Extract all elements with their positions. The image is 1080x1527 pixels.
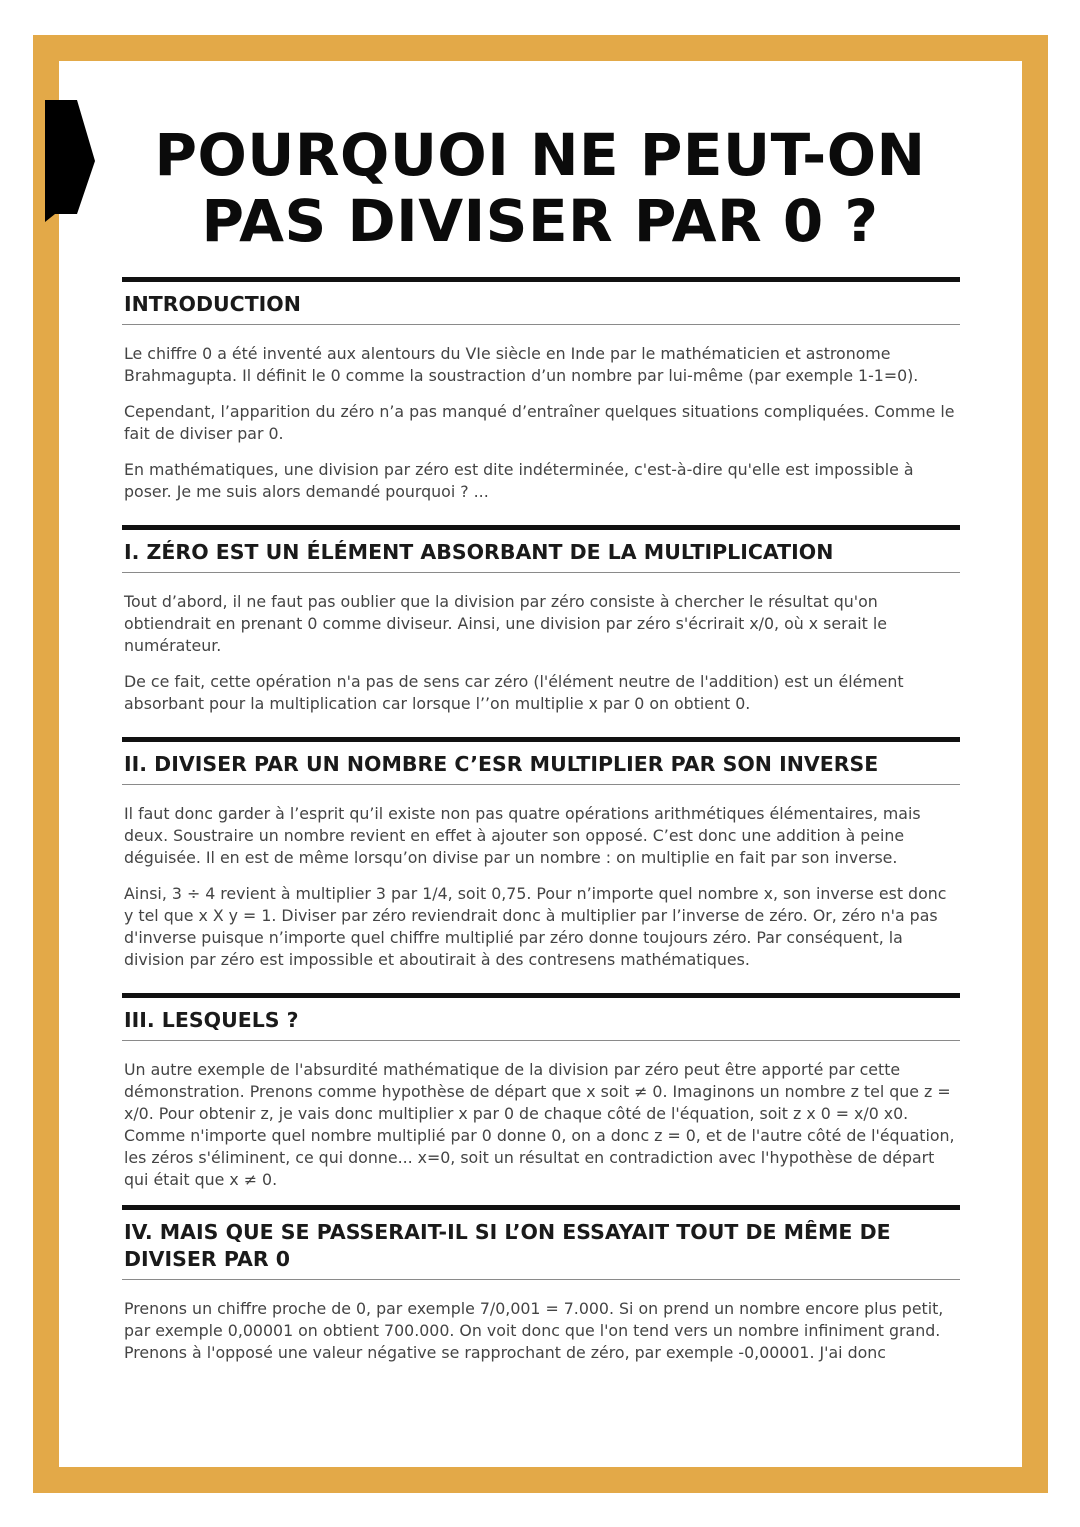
- section-divider: [122, 324, 960, 325]
- page-title: [120, 122, 960, 254]
- title-line-2: PAS DIVISER PAR 0 ?: [201, 187, 879, 255]
- title-line-1: POURQUOI NE PEUT-ON: [154, 121, 926, 189]
- paragraph: Il faut donc garder à l’esprit qu’il existe non pas quatre opérations arithmétiques élémentaires, mais deux. Soustraire un nombre revient en effet à ajouter son opposé. C’est donc une addition à peine déguisée. Il en est de même lorsqu’on divise par un nombre : on multiplie en fait par son inverse.: [124, 804, 921, 867]
- section-heading: III. LESQUELS ?: [124, 1008, 299, 1032]
- section-divider: [122, 784, 960, 785]
- paragraph: Cependant, l’apparition du zéro n’a pas manqué d’entraîner quelques situations compliquées. Comme le fait de diviser par 0.: [124, 402, 955, 443]
- paragraph: En mathématiques, une division par zéro est dite indéterminée, c'est-à-dire qu'elle est impossible à poser. Je me suis alors demandé pourquoi ? ...: [124, 460, 914, 501]
- section-divider: [122, 1279, 960, 1280]
- paragraph: De ce fait, cette opération n'a pas de sens car zéro (l'élément neutre de l'addition) est un élément absorbant pour la multiplication car lorsque l’’on multiplie x par 0 on obtient 0.: [124, 672, 904, 713]
- paragraph: Le chiffre 0 a été inventé aux alentours du VIe siècle en Inde par le mathématicien et astronome Brahmagupta. Il définit le 0 comme la soustraction d’un nombre par lui-même (par exemple 1-1=0).: [124, 344, 919, 385]
- section-heading: IV. MAIS QUE SE PASSERAIT-IL SI L’ON ESSAYAIT TOUT DE MÊME DE DIVISER PAR 0: [124, 1220, 891, 1271]
- paragraph: Ainsi, 3 ÷ 4 revient à multiplier 3 par 1/4, soit 0,75. Pour n’importe quel nombre x, son inverse est donc y tel que x X y = 1. Diviser par zéro reviendrait donc à multiplier par l’inverse de zéro. Or, zéro n'a pas d'inverse puisque n’importe quel chiffre multiplié par zéro donne toujours zéro. Par conséquent, la division par zéro est impossible et aboutirait à des contresens mathématiques.: [124, 884, 947, 969]
- section-heading: INTRODUCTION: [124, 292, 301, 316]
- section-4-dividing-by-zero: [122, 1205, 960, 1364]
- section-2-inverse: [122, 737, 960, 971]
- section-heading: I. ZÉRO EST UN ÉLÉMENT ABSORBANT DE LA MULTIPLICATION: [124, 540, 834, 564]
- section-introduction: [122, 277, 960, 503]
- section-heading: II. DIVISER PAR UN NOMBRE C’ESR MULTIPLIER PAR SON INVERSE: [124, 752, 879, 776]
- bookmark-arrow-icon: [45, 100, 95, 222]
- section-1-absorbing-element: [122, 525, 960, 715]
- section-divider: [122, 572, 960, 573]
- section-3-lesquels: [122, 993, 960, 1191]
- paragraph: Un autre exemple de l'absurdité mathématique de la division par zéro peut être apporté par cette démonstration. Prenons comme hypothèse de départ que x soit ≠ 0. Imaginons un nombre z tel que z = x/0. Pour obtenir z, je vais donc multiplier x par 0 de chaque côté de l'équation, soit z x 0 = x/0 x0. Comme n'importe quel nombre multiplié par 0 donne 0, on a donc z = 0, et de l'autre côté de l'équation, les zéros s'éliminent, ce qui donne... x=0, soit un résultat en contradiction avec l'hypothèse de départ qui était que x ≠ 0.: [124, 1060, 955, 1189]
- paragraph: Tout d’abord, il ne faut pas oublier que la division par zéro consiste à chercher le résultat qu'on obtiendrait en prenant 0 comme diviseur. Ainsi, une division par zéro s'écrirait x/0, où x serait le numérateur.: [124, 592, 887, 655]
- section-divider: [122, 1040, 960, 1041]
- paragraph: Prenons un chiffre proche de 0, par exemple 7/0,001 = 7.000. Si on prend un nombre encore plus petit, par exemple 0,00001 on obtient 700.000. On voit donc que l'on tend vers un nombre infiniment grand. Prenons à l'opposé une valeur négative se rapprochant de zéro, par exemple -0,00001. J'ai donc: [124, 1299, 944, 1362]
